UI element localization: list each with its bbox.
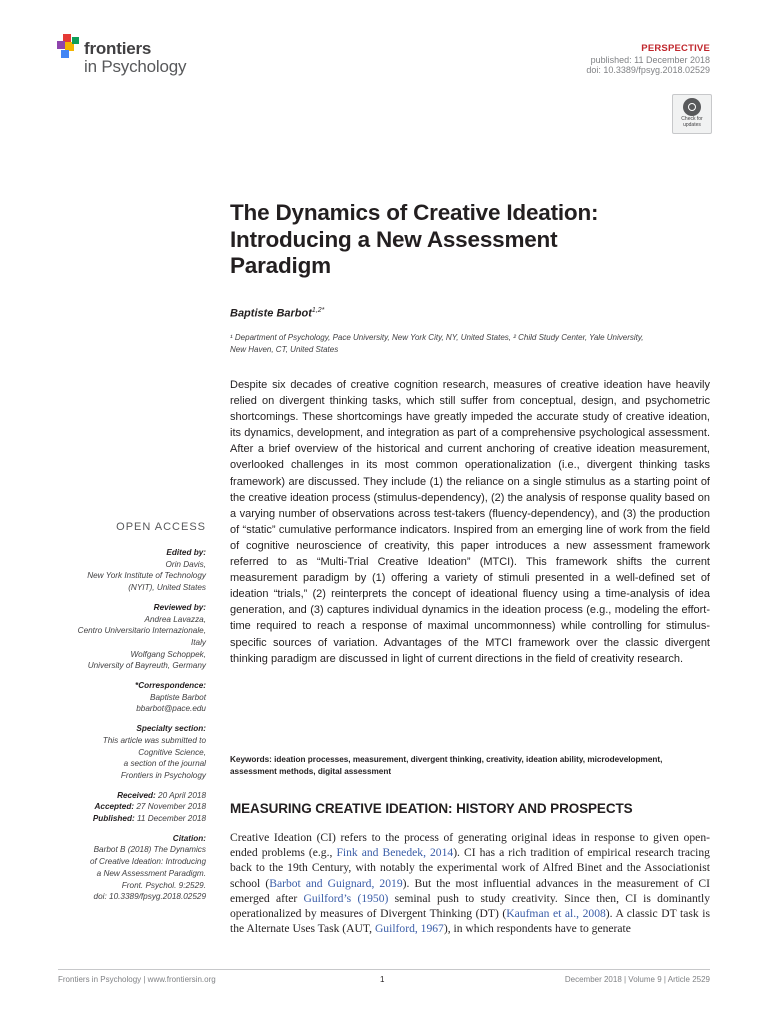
editor-name: Orin Davis, xyxy=(165,559,206,569)
correspondence-name: Baptiste Barbot xyxy=(150,692,206,702)
section-heading: MEASURING CREATIVE IDEATION: HISTORY AND PROSPECTS xyxy=(230,801,633,816)
author-line xyxy=(230,307,324,320)
editor-institution: New York Institute of Technology xyxy=(87,571,206,581)
citation-link[interactable]: Guilford, 1967 xyxy=(374,922,444,936)
published-row xyxy=(44,813,206,825)
published-label: Published: xyxy=(92,814,135,824)
article-title xyxy=(230,200,710,280)
specialty-line: Frontiers in Psychology xyxy=(120,770,206,780)
correspondence-label: *Correspondence: xyxy=(135,681,206,691)
citation-label: Citation: xyxy=(172,833,206,843)
accepted-label: Accepted: xyxy=(94,802,135,812)
reviewer-name: Wolfgang Schoppek, xyxy=(130,649,206,659)
journal-name-line2: in Psychology xyxy=(84,57,187,76)
reviewer-institution: University of Bayreuth, Germany xyxy=(87,661,206,671)
body-paragraph xyxy=(230,830,710,936)
reviewer-institution: Centro Universitario Internazionale, xyxy=(77,626,206,636)
body-text-run: ). CI has a rich tradition of empirical research tracing back to the 19th Century, with notably the experimental work of Alfred Binet and the Associationist school ( xyxy=(230,846,710,890)
edited-by-label: Edited by: xyxy=(166,548,206,557)
body-text-run: ). A classic DT task is the Alternate Uses Task (AUT, xyxy=(230,907,711,936)
check-for-updates-badge[interactable] xyxy=(672,94,712,134)
received-row xyxy=(44,790,206,802)
author-marks: 1,2* xyxy=(311,307,325,314)
body-text-run: ). But the most influential advances in the measurement of CI emerged after xyxy=(230,876,710,905)
badge-label-line2: updates xyxy=(683,121,701,128)
received-label: Received: xyxy=(117,790,156,800)
article-meta-header xyxy=(586,44,710,76)
correspondence-email[interactable]: bbarbot@pace.edu xyxy=(136,704,206,714)
badge-label-line1: Check for xyxy=(681,116,703,122)
affiliation-line1: ¹ Department of Psychology, Pace University, New York City, NY, United States, ² Child Study Center, Yale University, xyxy=(230,333,644,342)
logo-square-purple xyxy=(57,41,65,49)
title-line2: Introducing a New Assessment xyxy=(230,226,558,252)
specialty-line: a section of the journal xyxy=(123,759,206,769)
footer-divider xyxy=(58,969,710,970)
specialty-line: Cognitive Science, xyxy=(138,747,206,757)
keywords: Keywords: ideation processes, measurement, divergent thinking, creativity, ideation ability, microdevelopment, assessment methods, digital assessment xyxy=(230,755,663,776)
article-doi[interactable]: doi: 10.3389/fpsyg.2018.02529 xyxy=(586,65,710,75)
specialty-section-label: Specialty section: xyxy=(136,724,206,734)
page-number: 1 xyxy=(380,975,385,984)
reviewer-institution: Italy xyxy=(190,637,206,647)
received-date: 20 April 2018 xyxy=(158,790,206,800)
accepted-row xyxy=(44,801,206,813)
article-info-sidebar xyxy=(44,547,206,903)
published-date: published: 11 December 2018 xyxy=(590,54,710,65)
citation-line: Front. Psychol. 9:2529. xyxy=(121,880,206,890)
citation-line: Barbot B (2018) The Dynamics xyxy=(93,845,206,855)
title-line3: Paradigm xyxy=(230,253,331,278)
reviewer-name: Andrea Lavazza, xyxy=(144,614,206,624)
editor-institution: (NYIT), United States xyxy=(128,583,206,593)
logo-square-green xyxy=(72,37,79,44)
body-text-run: Creative Ideation (CI) refers to the process of generating original ideas in response to given open-ended problems (e.g., xyxy=(230,831,710,860)
footer-issue: December 2018 | Volume 9 | Article 2529 xyxy=(564,975,710,984)
specialty-line: This article was submitted to xyxy=(102,735,206,745)
citation-doi[interactable]: doi: 10.3389/fpsyg.2018.02529 xyxy=(93,892,206,902)
journal-logo-text[interactable] xyxy=(84,40,186,75)
affiliation-line2: New Haven, CT, United States xyxy=(230,345,339,354)
frontiers-logo-icon xyxy=(57,34,81,62)
body-text-run: seminal push to study creativity. Since then, CI is dominantly operationalized by measures of Divergent Thinking (DT) ( xyxy=(230,891,710,921)
abstract-text: Despite six decades of creative cognition research, measures of creative ideation have heavily relied on divergent thinking tasks, which still suffer from conceptual, design, and psychometric shortcomings. These shortcomings have greatly impeded the accurate study of creative ideation, its dynamics, development, and integration as part of a comprehensive psychological assessment. After a brief overview of the historical and current anchoring of creative ideation measurement, overlooked challenges in its most common operationalization (i.e., divergent thinking tasks framework) are discussed. They include (1) the reliance on a single stimulus as a starting point of the creative ideation process (stimulus-dependency), (2) the analysis of response quality based on a varying number of observations across test-takers (fluency-dependency), and (3) the production of “static” cumulative performance indicators. Inspired from an emerging line of work from the field of cognitive neuroscience of creativity, this paper introduces a new assessment framework referred to as “Multi-Trial Creative Ideation” (MTCI). This framework shifts the current measurement paradigm by (1) offering a variety of stimuli presented in a well-defined set of ideation “trials,” (2) reinterprets the concept of ideational fluency using a time-analysis of idea generation, and (3) captures individual dynamics in the ideation process (e.g., modeling the effort-time required to reach a response of maximal uncommonness) while controlling for stimulus-specific sources of variation. Advantages of the MTCI framework over the classic divergent thinking paradigm are discussed in light of current directions in the field of creativity research. xyxy=(230,379,710,665)
published-date-sidebar: 11 December 2018 xyxy=(136,814,206,824)
footer-journal[interactable]: Frontiers in Psychology | www.frontiersin.org xyxy=(58,975,216,984)
affiliations xyxy=(230,332,710,356)
accepted-date: 27 November 2018 xyxy=(136,802,206,812)
open-access-label: OPEN ACCESS xyxy=(116,521,206,533)
journal-name-line1: frontiers xyxy=(84,39,152,58)
title-line1: The Dynamics of Creative Ideation: xyxy=(230,200,599,225)
article-type: PERSPECTIVE xyxy=(641,43,710,54)
author-name[interactable]: Baptiste Barbot xyxy=(230,307,312,320)
citation-link[interactable]: Barbot and Guignard, 2019 xyxy=(269,876,403,890)
citation-line: a New Assessment Paradigm. xyxy=(96,868,206,878)
logo-square-blue xyxy=(61,50,69,58)
citation-link[interactable]: Kaufman et al., 2008 xyxy=(506,907,606,921)
body-text-run: ), in which respondents have to generate xyxy=(443,922,631,936)
reviewed-by-label: Reviewed by: xyxy=(153,602,206,612)
citation-link[interactable]: Guilford’s (1950) xyxy=(303,891,389,905)
logo-square-red xyxy=(63,34,71,42)
check-updates-icon xyxy=(683,98,701,116)
citation-line: of Creative Ideation: Introducing xyxy=(89,857,206,867)
citation-link[interactable]: Fink and Benedek, 2014 xyxy=(336,846,454,860)
